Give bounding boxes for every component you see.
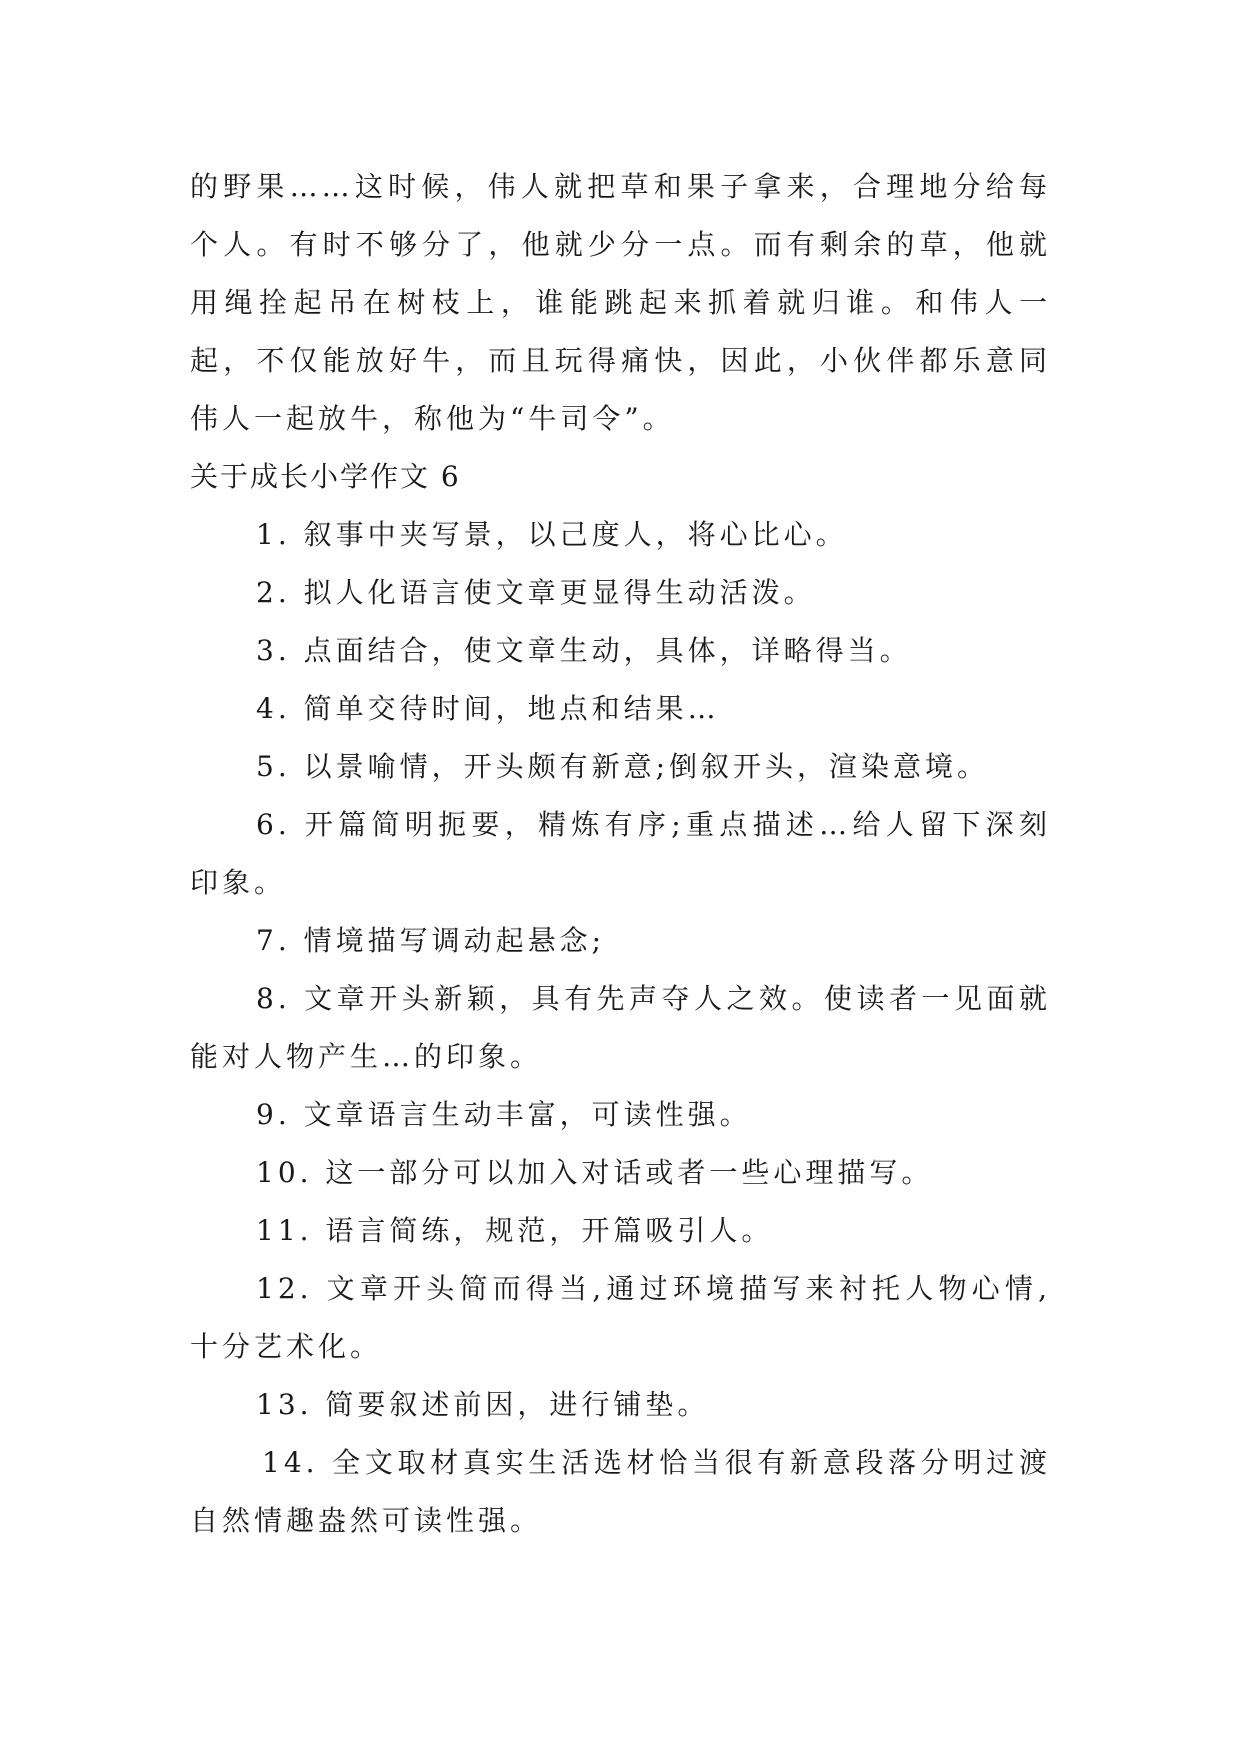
list-item-7: 7. 情境描写调动起悬念; bbox=[256, 924, 606, 957]
list-item-14: 14. 全文取材真实生活选材恰当很有新意段落分明过渡自然情趣盎然可读性强。 bbox=[190, 1446, 1051, 1537]
document-body bbox=[190, 158, 1051, 1550]
list-item-2: 2. 拟人化语言使文章更显得生动活泼。 bbox=[256, 576, 816, 609]
list-item-11: 11. 语言简练，规范，开篇吸引人。 bbox=[256, 1214, 774, 1247]
list-item-6: 6. 开篇简明扼要，精炼有序;重点描述…给人留下深刻印象。 bbox=[190, 808, 1051, 899]
list-item-9: 9. 文章语言生动丰富，可读性强。 bbox=[256, 1098, 752, 1131]
list-item-12: 12. 文章开头简而得当,通过环境描写来衬托人物心情,十分艺术化。 bbox=[190, 1272, 1051, 1363]
list-item-13: 13. 简要叙述前因，进行铺垫。 bbox=[256, 1388, 710, 1421]
list-item-4: 4. 简单交待时间，地点和结果… bbox=[256, 692, 720, 725]
section-heading: 关于成长小学作文 6 bbox=[190, 460, 461, 493]
intro-paragraph: 的野果……这时候，伟人就把草和果子拿来，合理地分给每个人。有时不够分了，他就少分一点。而有剩余的草，他就用绳拴起吊在树枝上，谁能跳起来抓着就归谁。和伟人一起，不仅能放好牛，而且玩得痛快，因此，小伙伴都乐意同伟人一起放牛，称他为“牛司令”。 bbox=[190, 170, 1051, 435]
list-item-10: 10. 这一部分可以加入对话或者一些心理描写。 bbox=[256, 1156, 934, 1189]
list-item-3: 3. 点面结合，使文章生动，具体，详略得当。 bbox=[256, 634, 912, 667]
list-item-1: 1. 叙事中夹写景，以己度人，将心比心。 bbox=[256, 518, 848, 551]
list-item-5: 5. 以景喻情，开头颇有新意;倒叙开头，渲染意境。 bbox=[256, 750, 990, 783]
list-item-8: 8. 文章开头新颖，具有先声夺人之效。使读者一见面就能对人物产生…的印象。 bbox=[190, 982, 1051, 1073]
